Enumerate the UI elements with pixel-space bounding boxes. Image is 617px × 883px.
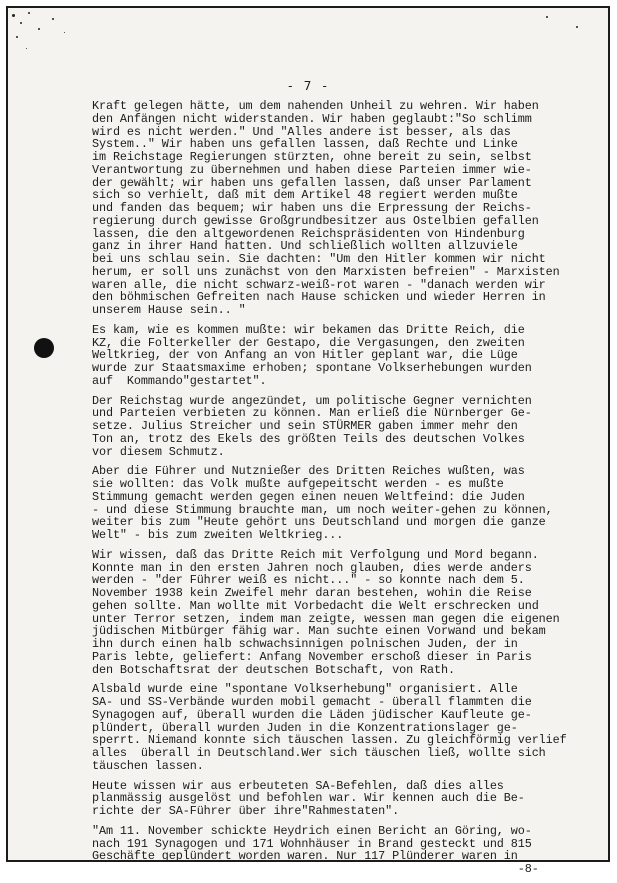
text-line: richte der SA-Führer über ihre"Rahmestaten". bbox=[92, 804, 400, 818]
text-line: - und diese Stimmung brauchte man, um noch weiter-gehen zu können, bbox=[92, 502, 553, 517]
text-line: Synagogen auf, überall wurden die Läden jüdischer Kaufleute ge- bbox=[92, 707, 532, 722]
text-line: System.." Wir haben uns gefallen lassen, daß Rechte und Linke bbox=[92, 137, 518, 152]
document-body bbox=[92, 100, 602, 883]
text-line: Welt" - bis zum zweiten Weltkrieg... bbox=[92, 528, 344, 542]
text-line: den böhmischen Gefreiten nach Hause schicken und wieder Herren in bbox=[92, 290, 546, 305]
text-line: unter Terror setzen, indem man zeigte, wessen man gegen die eigenen bbox=[92, 611, 560, 626]
text-line: ganz in ihrer Hand hatten. Und schließlich wollten allzuviele bbox=[92, 239, 518, 254]
text-line: und Parteien verbieten zu können. Man erließ die Nürnberger Ge- bbox=[92, 406, 532, 421]
text-line: "Am 11. November schickte Heydrich einen Bericht an Göring, wo- bbox=[92, 823, 532, 838]
scan-speck bbox=[64, 32, 65, 33]
text-line: Aber die Führer und Nutznießer des Dritten Reiches wußten, was bbox=[92, 464, 525, 479]
text-line: Es kam, wie es kommen mußte: wir bekamen das Dritte Reich, die bbox=[92, 322, 525, 337]
scan-speck bbox=[16, 36, 18, 38]
text-line: Der Reichstag wurde angezündet, um politische Gegner vernichten bbox=[92, 393, 532, 408]
scan-speck bbox=[546, 16, 548, 18]
text-line: Geschäfte geplündert worden waren. Nur 117 Plünderer waren in bbox=[92, 849, 518, 864]
text-line: Konnte man in den ersten Jahren noch glauben, dies werde anders bbox=[92, 560, 532, 575]
text-line: Alsbald wurde eine "spontane Volkserhebung" organisiert. Alle bbox=[92, 682, 518, 697]
text-line: Verantwortung zu übernehmen und haben diese Parteien immer wie- bbox=[92, 162, 532, 177]
text-line: wurde zur Staatsmaxime erhoben; spontane Volkserhebungen wurden bbox=[92, 361, 532, 375]
text-line: werden - "der Führer weiß es nicht..." - so konnte nach dem 5. bbox=[92, 573, 525, 588]
text-line: auf Kommando"gestartet". bbox=[92, 373, 267, 388]
punch-hole bbox=[34, 338, 54, 358]
text-line: SA- und SS-Verbände wurden mobil gemacht - überall flammten die bbox=[92, 695, 532, 709]
document-page bbox=[6, 6, 610, 876]
scan-speck bbox=[28, 12, 30, 14]
text-line: weiter bis zum "Heute gehört uns Deutschland und morgen die ganze bbox=[92, 515, 546, 530]
text-line: waren alle, die nicht schwarz-weiß-rot waren - "danach werden wir bbox=[92, 277, 546, 292]
paragraph bbox=[92, 465, 602, 542]
page-number: - 7 - bbox=[286, 78, 330, 93]
text-line: sperrt. Niemand konnte sich täuschen lassen. Zu gleichförmig verlief bbox=[92, 733, 567, 748]
text-line: Heute wissen wir aus erbeuteten SA-Befehlen, daß dies alles bbox=[92, 778, 504, 793]
text-line: im Reichstage Regierungen stürzten, ohne bereit zu sein, selbst bbox=[92, 150, 532, 164]
paragraph bbox=[92, 395, 602, 459]
scan-speck bbox=[576, 26, 578, 28]
text-line: ihn durch einen halb schwachsinnigen polnischen Juden, der in bbox=[92, 637, 518, 651]
text-line: plündert, überall wurden Juden in die Konzentrationslager ge- bbox=[92, 720, 518, 735]
text-line: gehen sollte. Man wollte mit Vorbedacht die Welt erschrecken und bbox=[92, 598, 539, 613]
text-line: Kraft gelegen hätte, um dem nahenden Unheil zu wehren. Wir haben bbox=[92, 99, 539, 113]
text-line: den Anfängen nicht widerstanden. Wir haben geglaubt:"So schlimm bbox=[92, 111, 532, 126]
text-line: planmässig ausgelöst und befohlen war. Wir kennen auch die Be- bbox=[92, 791, 525, 806]
scan-speck bbox=[52, 18, 54, 20]
paragraph bbox=[92, 825, 602, 876]
scan-speck bbox=[20, 22, 22, 24]
text-line: bei uns schlau sein. Sie dachten: "Um den Hitler kommen wir nicht bbox=[92, 252, 546, 266]
text-line: täuschen lassen. bbox=[92, 758, 204, 773]
paragraph bbox=[92, 324, 602, 388]
text-line: wird es nicht werden." Und "Alles andere ist besser, als das bbox=[92, 124, 511, 139]
scan-speck bbox=[26, 48, 27, 49]
text-line: den Botschaftsrat der deutschen Botschaft, von Rath. bbox=[92, 662, 455, 677]
text-line: unserem Hause sein.. " bbox=[92, 303, 246, 317]
text-line: Wir wissen, daß das Dritte Reich mit Verfolgung und Mord begann. bbox=[92, 547, 539, 562]
text-line: und fanden das bequem; wir haben uns die Erpressung der Reichs- bbox=[92, 201, 532, 215]
text-line: der gewählt; wir haben uns gefallen lassen, daß unser Parlament bbox=[92, 175, 532, 190]
text-line: herum, er soll uns zunächst von den Marxisten befreien" - Marxisten bbox=[92, 264, 560, 279]
text-line: alles überall in Deutschland.Wer sich täuschen ließ, wollte sich bbox=[92, 746, 546, 760]
text-line: sich so verhielt, daß mit dem Artikel 48 regiert werden mußte bbox=[92, 188, 518, 203]
paragraph bbox=[92, 780, 602, 818]
text-line: nach 191 Synagogen und 171 Wohnhäuser in Brand gesteckt und 815 bbox=[92, 836, 532, 851]
scan-speck bbox=[12, 14, 15, 17]
paragraph bbox=[92, 100, 602, 317]
text-line: sie wollten: das Volk mußte aufgepeitscht werden - es mußte bbox=[92, 477, 504, 491]
text-line: November 1938 kein Zweifel mehr daran bestehen, wohin die Reise bbox=[92, 586, 532, 600]
text-line: regierung durch gewisse Großgrundbesitzer aus Ostelbien gefallen bbox=[92, 213, 539, 228]
text-line: KZ, die Folterkeller der Gestapo, die Vergasungen, den zweiten bbox=[92, 335, 525, 350]
text-line: vor diesem Schmutz. bbox=[92, 444, 225, 459]
text-line: Paris lebte, geliefert: Anfang November erschoß dieser in Paris bbox=[92, 649, 532, 664]
paragraph bbox=[92, 683, 602, 772]
text-line: Stimmung gemacht werden gegen einen neuen Weltfeind: die Juden bbox=[92, 489, 525, 504]
text-line: jüdischen Mitbürger fähig war. Man suchte einen Vorwand und bekam bbox=[92, 624, 546, 639]
text-line: Ton an, trotz des Ekels des größten Teils des deutschen Volkes bbox=[92, 431, 525, 446]
paragraph bbox=[92, 549, 602, 677]
text-line: -8- bbox=[92, 862, 539, 876]
text-line: Weltkrieg, der von Anfang an von Hitler geplant war, die Lüge bbox=[92, 348, 518, 363]
scan-speck bbox=[38, 28, 40, 30]
text-line: setze. Julius Streicher und sein STÜRMER gaben immer mehr den bbox=[92, 419, 518, 433]
text-line: lassen, die den altgewordenen Reichspräsidenten von Hindenburg bbox=[92, 226, 525, 241]
